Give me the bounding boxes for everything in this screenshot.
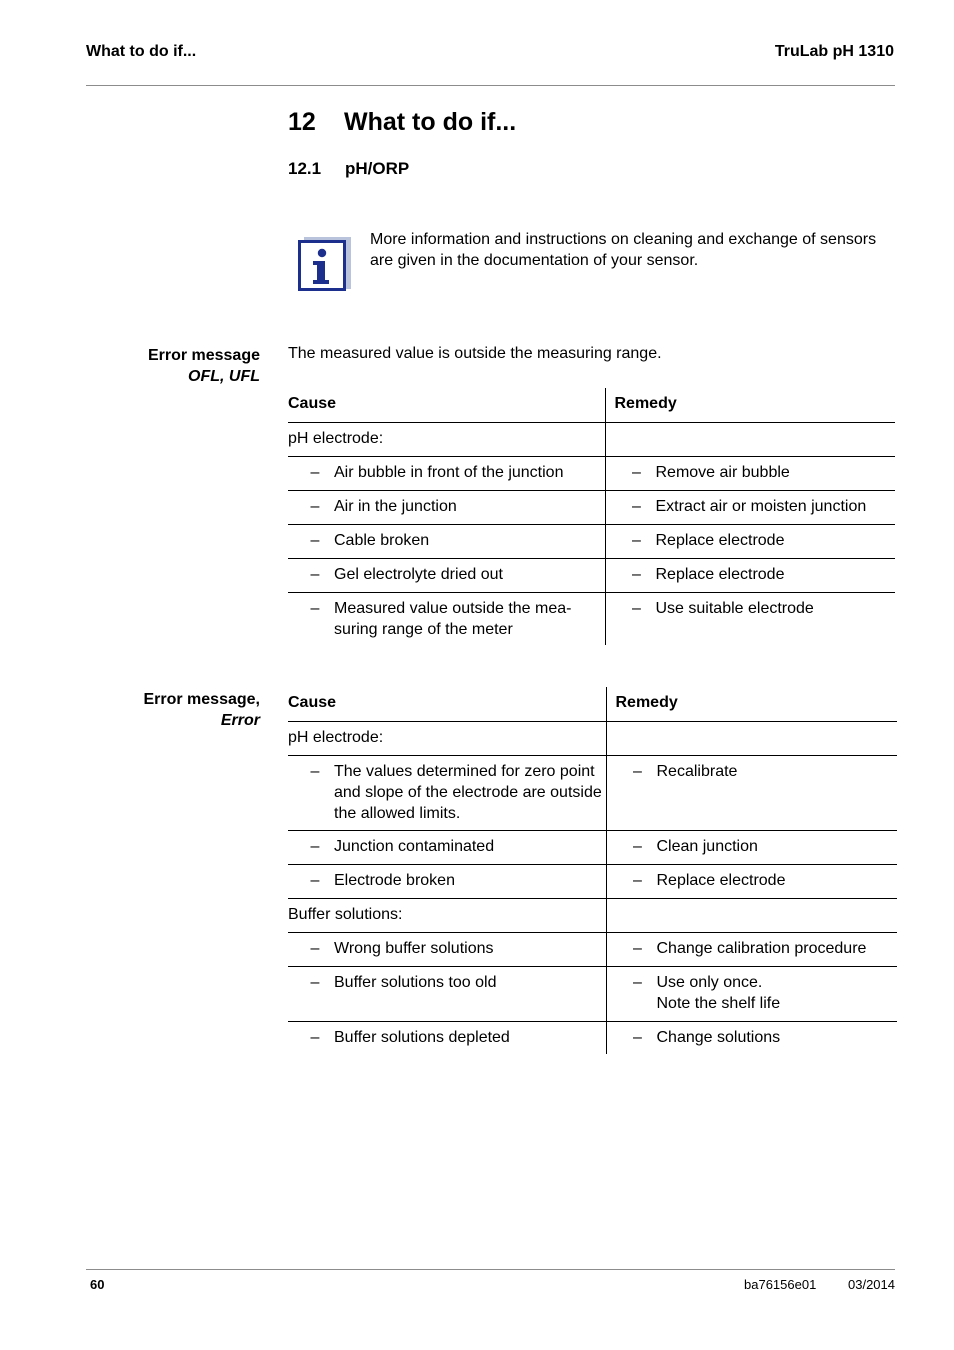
list-dash: – — [310, 973, 320, 991]
column-header-remedy: Remedy — [605, 388, 895, 422]
chapter-title: What to do if... — [344, 108, 517, 136]
cause-text: Air in the junction — [334, 497, 457, 515]
table-group-row — [288, 721, 897, 755]
table-row — [288, 932, 897, 966]
list-dash: – — [310, 497, 320, 515]
error-message-error-label — [86, 689, 260, 731]
list-dash: – — [633, 973, 642, 991]
remedy-text: Use suitable electrode — [655, 599, 814, 617]
cause-text: The values determined for zero point and slope of the electrode are outside the allowed limits. — [334, 762, 602, 822]
section-number: 12.1 — [288, 159, 322, 178]
list-dash: – — [310, 871, 320, 889]
table-header-row — [288, 388, 895, 422]
group-remedy-empty — [606, 898, 897, 932]
list-dash: – — [632, 531, 641, 549]
cause-text: Junction contaminated — [334, 837, 495, 855]
side-label-line2: Error — [220, 712, 260, 729]
cause-remedy-table-error — [288, 687, 897, 1054]
cause-text: Cable broken — [334, 531, 430, 549]
remedy-text: Extract air or moisten junction — [655, 497, 867, 515]
table-row — [288, 456, 895, 490]
list-dash: – — [310, 599, 320, 617]
table-row — [288, 558, 895, 592]
running-header-right: TruLab pH 1310 — [774, 43, 894, 60]
chapter-heading — [288, 108, 516, 137]
page-number: 60 — [90, 1277, 105, 1292]
list-dash: – — [633, 939, 642, 957]
remedy-text: Replace electrode — [655, 565, 785, 583]
table-group-row — [288, 898, 897, 932]
document-id: ba76156e01 — [744, 1277, 817, 1292]
column-header-remedy: Remedy — [606, 687, 897, 721]
list-dash: – — [632, 599, 641, 617]
list-dash: – — [633, 871, 642, 889]
running-header-left: What to do if... — [86, 43, 197, 60]
group-remedy-empty — [605, 422, 895, 456]
table-header-row — [288, 687, 897, 721]
cause-text: Gel electrolyte dried out — [334, 565, 503, 583]
side-label-line2: OFL, UFL — [188, 368, 260, 385]
remedy-text: Clean junction — [656, 837, 758, 855]
cause-text: Air bubble in front of the junction — [334, 463, 564, 481]
group-title: pH electrode: — [288, 721, 606, 755]
footer-rule — [86, 1269, 895, 1270]
cause-remedy-table-ofl — [288, 388, 895, 645]
info-icon — [298, 236, 352, 292]
cause-text: Buffer solutions depleted — [334, 1028, 510, 1046]
info-note-text: More information and instructions on cleaning and exchange of sensors are given in the documentation of your sensor. — [370, 231, 877, 269]
side-label-line1: Error message, — [143, 691, 260, 708]
list-dash: – — [310, 939, 320, 957]
list-dash: – — [633, 837, 642, 855]
list-dash: – — [632, 497, 641, 515]
remedy-text: Replace electrode — [655, 531, 785, 549]
group-title: Buffer solutions: — [288, 898, 606, 932]
list-dash: – — [632, 565, 641, 583]
group-title: pH electrode: — [288, 422, 605, 456]
table-row — [288, 966, 897, 1021]
list-dash: – — [310, 762, 320, 780]
table-group-row — [288, 422, 895, 456]
chapter-number: 12 — [288, 108, 316, 136]
remedy-text: Remove air bubble — [655, 463, 790, 481]
cause-text: Buffer solutions too old — [334, 973, 497, 991]
list-dash: – — [633, 762, 642, 780]
list-dash: – — [310, 531, 320, 549]
group-remedy-empty — [606, 721, 897, 755]
remedy-text: Change calibration procedure — [656, 939, 867, 957]
table-row — [288, 592, 895, 645]
section-heading — [288, 159, 409, 179]
error-intro-text: The measured value is outside the measuring range. — [288, 345, 662, 362]
error-message-ofl-label — [86, 345, 260, 387]
remedy-text: Replace electrode — [656, 871, 786, 889]
header-rule — [86, 85, 895, 86]
table-row — [288, 524, 895, 558]
section-title: pH/ORP — [345, 159, 410, 178]
table-row — [288, 830, 897, 864]
remedy-text: Change solutions — [656, 1028, 781, 1046]
column-header-cause: Cause — [288, 687, 606, 721]
document-date: 03/2014 — [848, 1277, 895, 1292]
table-row — [288, 1021, 897, 1054]
side-label-line1: Error message — [147, 347, 260, 364]
remedy-text: Use only once. Note the shelf life — [656, 973, 781, 1012]
table-row — [288, 864, 897, 898]
list-dash: – — [632, 463, 641, 481]
table-row — [288, 755, 897, 830]
cause-text: Measured value outside the mea-suring range of the meter — [334, 599, 572, 638]
list-dash: – — [310, 565, 320, 583]
table-row — [288, 490, 895, 524]
cause-text: Electrode broken — [334, 871, 455, 889]
cause-text: Wrong buffer solutions — [334, 939, 494, 957]
remedy-text: Recalibrate — [656, 762, 738, 780]
list-dash: – — [633, 1028, 642, 1046]
list-dash: – — [310, 463, 320, 481]
list-dash: – — [310, 837, 320, 855]
list-dash: – — [310, 1028, 320, 1046]
column-header-cause: Cause — [288, 388, 605, 422]
